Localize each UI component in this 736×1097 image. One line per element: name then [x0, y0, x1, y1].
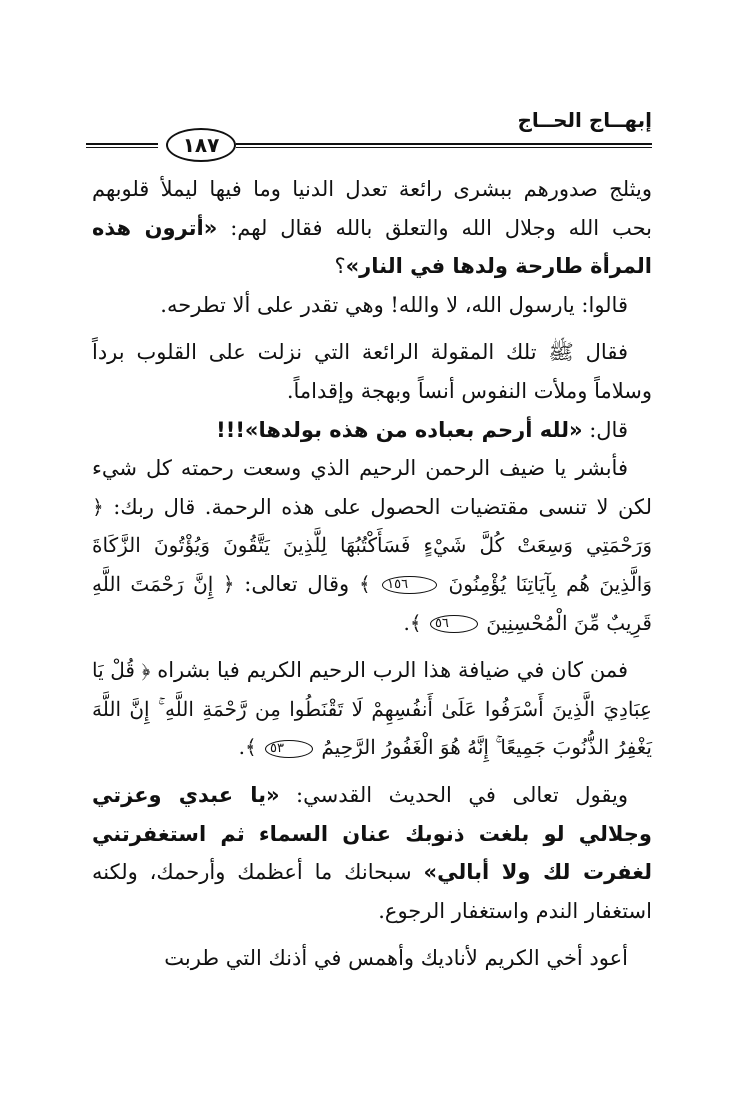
text-run: قالوا: يارسول الله، لا والله! وهي تقدر على ألا تطرحه. [160, 292, 628, 317]
hadith-quote: «لله أرحم بعباده من هذه بولدها»!!! [216, 417, 583, 442]
quran-verse: ﴿ إِنَّ رَحْمَتَ اللَّهِ قَرِيبٌ مِّنَ الْمُحْسِنِينَ [92, 571, 652, 635]
quran-verse: ﴿ قُلْ يَا عِبَادِيَ الَّذِينَ أَسْرَفُوا عَلَىٰ أَنفُسِهِمْ لَا تَقْنَطُوا مِن رَّحْمَةِ اللَّهِ ۚ إِنَّ اللَّهَ يَغْفِرُ الذُّنُوبَ جَمِيعًا ۚ إِنَّهُ هُوَ الْغَفُورُ الرَّحِيمُ [92, 658, 652, 760]
text-run: ويثلج صدورهم ببشرى رائعة تعدل الدنيا وما فيها ليملأ قلوبهم بحب الله وجلال الله والتعلق بالله فقال لهم: [92, 177, 652, 240]
text-run: قال: [582, 417, 628, 442]
running-title: إبهــاج الحــاج [517, 108, 652, 132]
text-run: أعود أخي الكريم لأناديك وأهمس في أذنك التي طربت [164, 946, 628, 971]
paragraph [92, 286, 652, 325]
quran-verse: ﴾ [358, 571, 381, 596]
header-rule [86, 128, 652, 162]
header-rule-left [86, 143, 158, 148]
quran-verse: ﴿ وَرَحْمَتِي وَسِعَتْ كُلَّ شَيْءٍ فَسَأَكْتُبُهَا لِلَّذِينَ يَتَّقُونَ وَيُؤْتُونَ الزَّكَاةَ وَالَّذِينَ هُم بِآيَاتِنَا يُؤْمِنُونَ [92, 494, 652, 596]
paragraph [92, 411, 652, 450]
text-run: وقال تعالى: [234, 571, 359, 596]
ayah-number: ٥٦ [430, 615, 478, 633]
text-run: فأبشر يا ضيف الرحمن الرحيم الذي وسعت رحمته كل شيء لكن لا تنسى مقتضيات الحصول على هذه الرحمة. قال ربك: [92, 456, 652, 519]
text-run: فقال ﷺ تلك المقولة الرائعة التي نزلت على القلوب برداً وسلاماً وملأت النفوس أنساً وبهجة وإقداماً. [92, 340, 652, 403]
paragraph [92, 651, 652, 767]
ayah-number: ١٥٦ [382, 576, 437, 594]
page-number: ١٨٧ [166, 128, 236, 162]
header-rule-right [236, 143, 652, 148]
ayah-number: ٥٣ [265, 740, 313, 758]
quran-verse: ﴾. [403, 610, 428, 635]
paragraph [92, 333, 652, 410]
paragraph [92, 939, 652, 978]
paragraph [92, 170, 652, 286]
quran-verse: ﴾. [238, 735, 264, 760]
paragraph [92, 449, 652, 642]
body-text [92, 170, 652, 978]
hadith-quote: «أترون هذه المرأة طارحة ولدها في النار» [92, 215, 652, 279]
text-run: ؟ [334, 254, 346, 279]
text-run: فمن كان في ضيافة هذا الرب الرحيم الكريم فيا بشراه [150, 658, 628, 683]
text-run: ويقول تعالى في الحديث القدسي: [279, 782, 628, 807]
hadith-quote: «يا عبدي وعزتي وجلالي لو بلغت ذنوبك عنان السماء ثم استغفرتني لغفرت لك ولا أبالي» [92, 782, 652, 885]
text-run: سبحانك ما أعظمك وأرحمك، ولكنه استغفار الندم واستغفار الرجوع. [92, 860, 652, 923]
paragraph [92, 776, 652, 930]
